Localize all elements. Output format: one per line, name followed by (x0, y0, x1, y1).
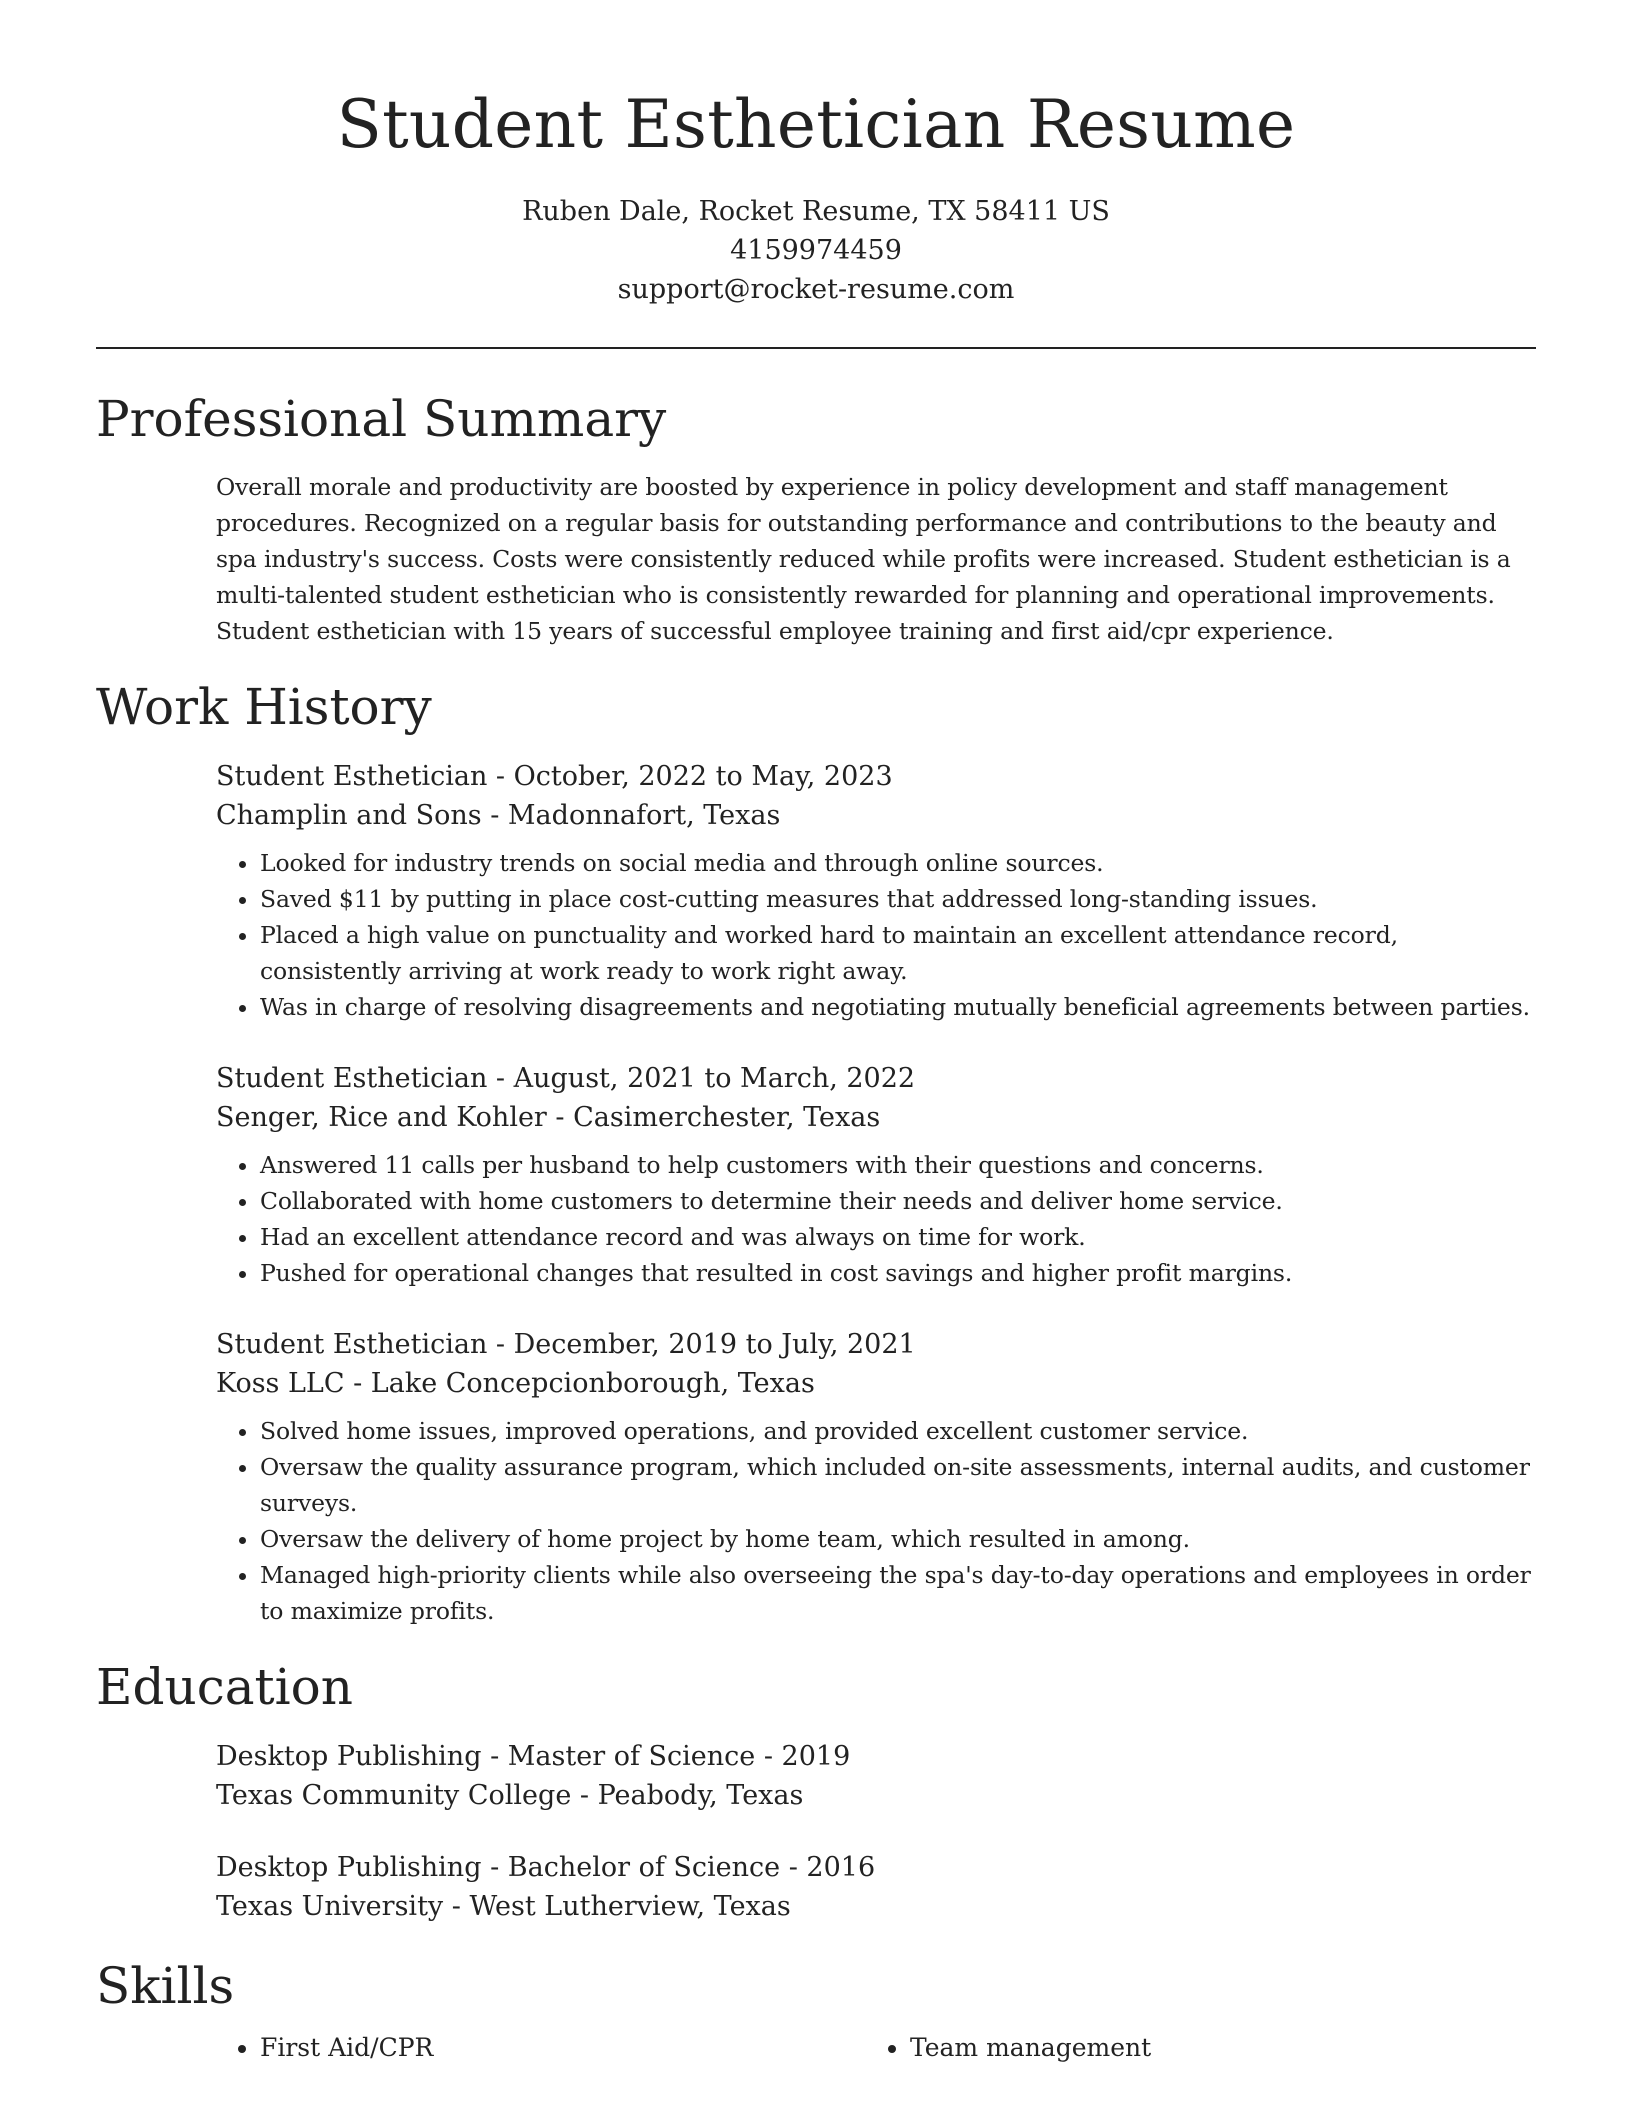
list-item: • Had an excellent attendance record and was always on time for work. (260, 1219, 1536, 1255)
contact-address: Ruben Dale, Rocket Resume, TX 58411 US (522, 196, 1110, 227)
section-heading-skills: Skills (96, 1957, 235, 2015)
skill-item: • First Aid/CPR (260, 2030, 866, 2066)
job-company-line (216, 1098, 1536, 1137)
education-entry (216, 1848, 1536, 1926)
job-company: Koss LLC (216, 1368, 345, 1399)
job-company-line (216, 796, 1536, 835)
education-degree: - Bachelor of Science - 2016 (481, 1852, 876, 1883)
job-bullets (216, 1147, 1536, 1291)
education-school: Texas Community College (216, 1780, 572, 1811)
list-item: • Oversaw the delivery of home project by home team, which resulted in among. (260, 1521, 1536, 1557)
job-company: Senger, Rice and Kohler (216, 1102, 547, 1133)
job-title-line (216, 757, 1536, 796)
list-item: • Looked for industry trends on social media and through online sources. (260, 845, 1536, 881)
job-location: - Lake Concepcionborough, Texas (344, 1368, 815, 1399)
summary-text: Overall morale and productivity are boosted by experience in policy development and staff management procedures. Recognized on a regular basis for outstanding performance and contributions to the beauty and spa industry's success. Costs were consistently reduced while profits were increased. Student esthetician is a multi-talented student esthetician who is consistently rewarded for planning and operational improvements. Student esthetician with 15 years of successful employee training and first aid/cpr experience. (216, 473, 1511, 645)
list-item: • Placed a high value on punctuality and worked hard to maintain an excellent attendance record, consistently arriving at work ready to work right away. (260, 917, 1536, 989)
skills-grid (216, 2030, 1536, 2066)
job-title: Student Esthetician (216, 761, 488, 792)
education-location: - Peabody, Texas (571, 1780, 804, 1811)
job-location: - Madonnafort, Texas (481, 800, 781, 831)
job-dates: - October, 2022 to May, 2023 (487, 761, 893, 792)
job-title: Student Esthetician (216, 1063, 488, 1094)
education-degree-line (216, 1737, 1536, 1776)
list-item: • Was in charge of resolving disagreements and negotiating mutually beneficial agreements between parties. (260, 989, 1536, 1025)
job-title: Student Esthetician (216, 1329, 488, 1360)
contact-block (96, 192, 1536, 309)
list-item: • Oversaw the quality assurance program, which included on-site assessments, internal audits, and customer surveys. (260, 1449, 1536, 1521)
job-company: Champlin and Sons (216, 800, 482, 831)
section-heading-work-history: Work History (96, 678, 432, 736)
education-school: Texas University (216, 1891, 444, 1922)
skills-column-left (216, 2030, 866, 2066)
job-location: - Casimerchester, Texas (546, 1102, 881, 1133)
skills-column-right (866, 2030, 1516, 2066)
job-dates: - December, 2019 to July, 2021 (487, 1329, 916, 1360)
job-bullets (216, 845, 1536, 1025)
list-item: • Saved $11 by putting in place cost-cutting measures that addressed long-standing issues. (260, 881, 1536, 917)
education-degree-line (216, 1848, 1536, 1887)
list-item: • Managed high-priority clients while also overseeing the spa's day-to-day operations and employees in order to maximize profits. (260, 1557, 1536, 1629)
job-title-line (216, 1325, 1536, 1364)
job-bullets (216, 1413, 1536, 1629)
section-heading-summary: Professional Summary (96, 390, 667, 448)
job-dates: - August, 2021 to March, 2022 (487, 1063, 916, 1094)
education-field: Desktop Publishing (216, 1741, 482, 1772)
skill-item: • Team management (910, 2030, 1516, 2066)
job-title-line (216, 1059, 1536, 1098)
list-item: • Pushed for operational changes that resulted in cost savings and higher profit margins. (260, 1255, 1536, 1291)
list-item: • Answered 11 calls per husband to help customers with their questions and concerns. (260, 1147, 1536, 1183)
job-entry (216, 757, 1536, 1025)
contact-phone: 4159974459 (730, 235, 902, 266)
education-degree: - Master of Science - 2019 (481, 1741, 851, 1772)
job-entry (216, 1059, 1536, 1291)
resume-page (96, 0, 1536, 2066)
job-company-line (216, 1364, 1536, 1403)
education-location: - West Lutherview, Texas (443, 1891, 791, 1922)
header-divider (96, 347, 1536, 349)
resume-title: Student Esthetician Resume (336, 86, 1296, 163)
list-item: • Collaborated with home customers to determine their needs and deliver home service. (260, 1183, 1536, 1219)
job-entry (216, 1325, 1536, 1629)
education-entry (216, 1737, 1536, 1815)
section-heading-education: Education (96, 1658, 353, 1716)
education-school-line (216, 1776, 1536, 1815)
list-item: • Solved home issues, improved operations, and provided excellent customer service. (260, 1413, 1536, 1449)
education-field: Desktop Publishing (216, 1852, 482, 1883)
education-school-line (216, 1887, 1536, 1926)
contact-email: support@rocket-resume.com (617, 274, 1015, 305)
